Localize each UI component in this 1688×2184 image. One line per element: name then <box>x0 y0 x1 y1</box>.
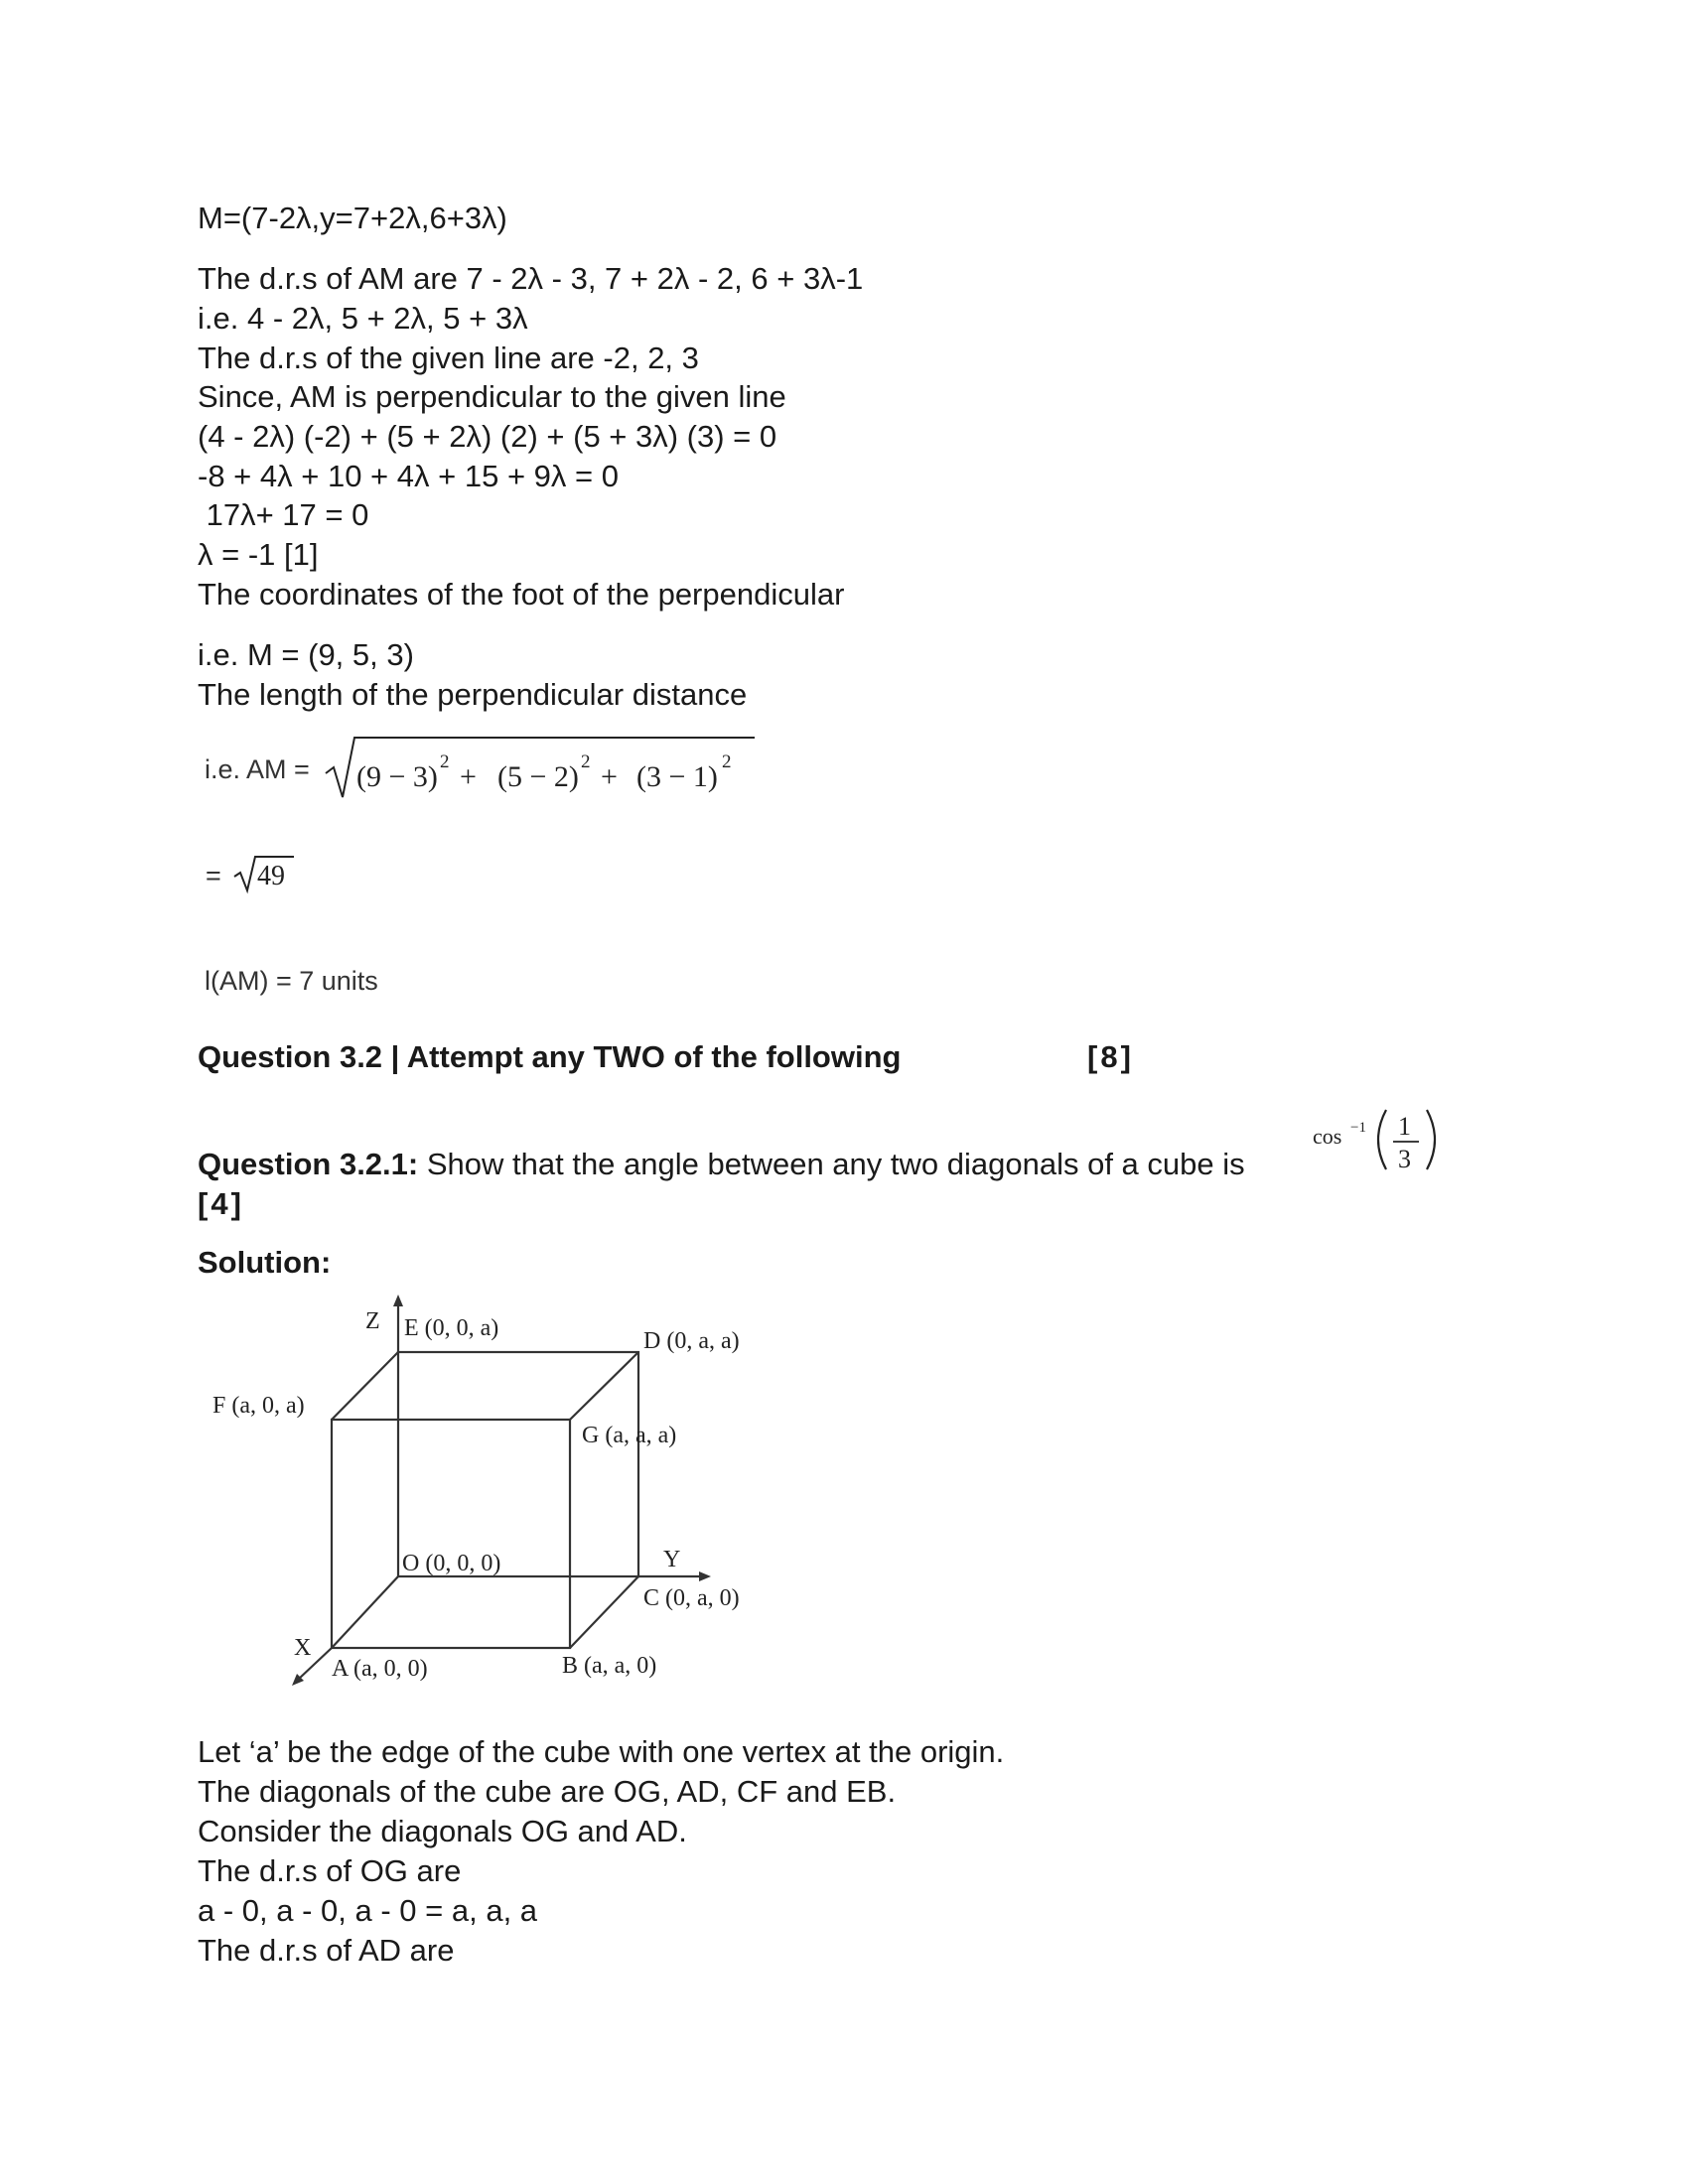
text-line: The d.r.s of the given line are -2, 2, 3 <box>198 341 699 375</box>
text-line: The d.r.s of AM are 7 - 2λ - 3, 7 + 2λ - 2, 6 + 3λ-1 <box>198 261 864 296</box>
question-heading-marks: [8] <box>1087 1039 1134 1074</box>
edge-b-c <box>570 1576 638 1648</box>
question-marks: [4] <box>198 1186 244 1221</box>
vertex-label-b: B (a, a, 0) <box>562 1653 657 1679</box>
front-face <box>332 1420 570 1648</box>
am-formula <box>199 730 765 809</box>
edge-g-d <box>570 1352 638 1420</box>
vertex-label-a: A (a, 0, 0) <box>332 1656 428 1682</box>
edge-a-o <box>332 1576 398 1648</box>
axis-label-x: X <box>294 1635 312 1661</box>
cos-text: cos <box>1313 1124 1342 1149</box>
text-line: Let ‘a’ be the edge of the cube with one vertex at the origin. <box>198 1734 1005 1769</box>
text-line: Since, AM is perpendicular to the given line <box>198 379 786 414</box>
cos-exponent: −1 <box>1350 1120 1366 1136</box>
fraction-denominator: 3 <box>1398 1145 1411 1173</box>
equals-sign: = <box>206 861 221 890</box>
radicand: 49 <box>257 861 285 891</box>
text-line: (4 - 2λ) (-2) + (5 + 2λ) (2) + (5 + 3λ) (3) = 0 <box>198 419 777 454</box>
axis-label-y: Y <box>663 1547 681 1572</box>
text-line: The d.r.s of AD are <box>198 1933 455 1968</box>
exponent-2: 2 <box>581 751 591 772</box>
text-line: The diagonals of the cube are OG, AD, CF and EB. <box>198 1774 897 1809</box>
text-line: The d.r.s of OG are <box>198 1853 462 1888</box>
vertex-label-c: C (0, a, 0) <box>643 1585 740 1611</box>
back-face <box>398 1352 638 1576</box>
term-3: (3 − 1) <box>636 760 718 793</box>
vertex-label-g: G (a, a, a) <box>582 1423 677 1448</box>
exponent-1: 2 <box>440 751 450 772</box>
z-arrowhead <box>393 1295 403 1306</box>
edge-f-e <box>332 1352 398 1420</box>
vertex-label-e: E (0, 0, a) <box>404 1315 499 1341</box>
term-1: (9 − 3) <box>356 760 438 793</box>
cos-inverse-expression <box>1309 1102 1453 1181</box>
text-line: i.e. 4 - 2λ, 5 + 2λ, 5 + 3λ <box>198 301 528 336</box>
question-text: Show that the angle between any two diagonals of a cube is <box>418 1147 1245 1181</box>
exponent-3: 2 <box>722 751 732 772</box>
fraction-numerator: 1 <box>1398 1112 1411 1141</box>
axis-label-z: Z <box>365 1308 380 1334</box>
term-2: (5 − 2) <box>497 760 579 793</box>
text-line: The length of the perpendicular distance <box>198 677 748 712</box>
cube-diagram <box>199 1281 774 1707</box>
question-heading: Question 3.2 | Attempt any TWO of the following <box>198 1039 902 1074</box>
plus-1: + <box>460 760 477 793</box>
vertex-label-o: O (0, 0, 0) <box>402 1551 501 1576</box>
text-line: -8 + 4λ + 10 + 4λ + 15 + 9λ = 0 <box>198 459 619 493</box>
text-line: Consider the diagonals OG and AD. <box>198 1814 687 1848</box>
sqrt49-formula <box>199 849 318 898</box>
text-line: i.e. M = (9, 5, 3) <box>198 637 414 672</box>
text-line: 17λ+ 17 = 0 <box>198 497 369 532</box>
left-paren <box>1378 1110 1386 1169</box>
formula-prefix: i.e. AM = <box>205 754 310 784</box>
text-line: λ = -1 [1] <box>198 537 319 572</box>
y-arrowhead <box>699 1571 711 1581</box>
vertex-label-f: F (a, 0, a) <box>212 1393 305 1419</box>
question-label: Question 3.2.1: <box>198 1147 419 1181</box>
vertex-label-d: D (0, a, a) <box>643 1328 740 1354</box>
solution-label: Solution: <box>198 1245 332 1280</box>
result-text: l(AM) = 7 units <box>205 966 378 996</box>
text-line: M=(7-2λ,y=7+2λ,6+3λ) <box>198 201 507 235</box>
text-line: a - 0, a - 0, a - 0 = a, a, a <box>198 1893 538 1928</box>
text-line: The coordinates of the foot of the perpendicular <box>198 577 845 612</box>
question-line <box>198 1145 1245 1184</box>
plus-2: + <box>601 760 618 793</box>
right-paren <box>1427 1110 1435 1169</box>
